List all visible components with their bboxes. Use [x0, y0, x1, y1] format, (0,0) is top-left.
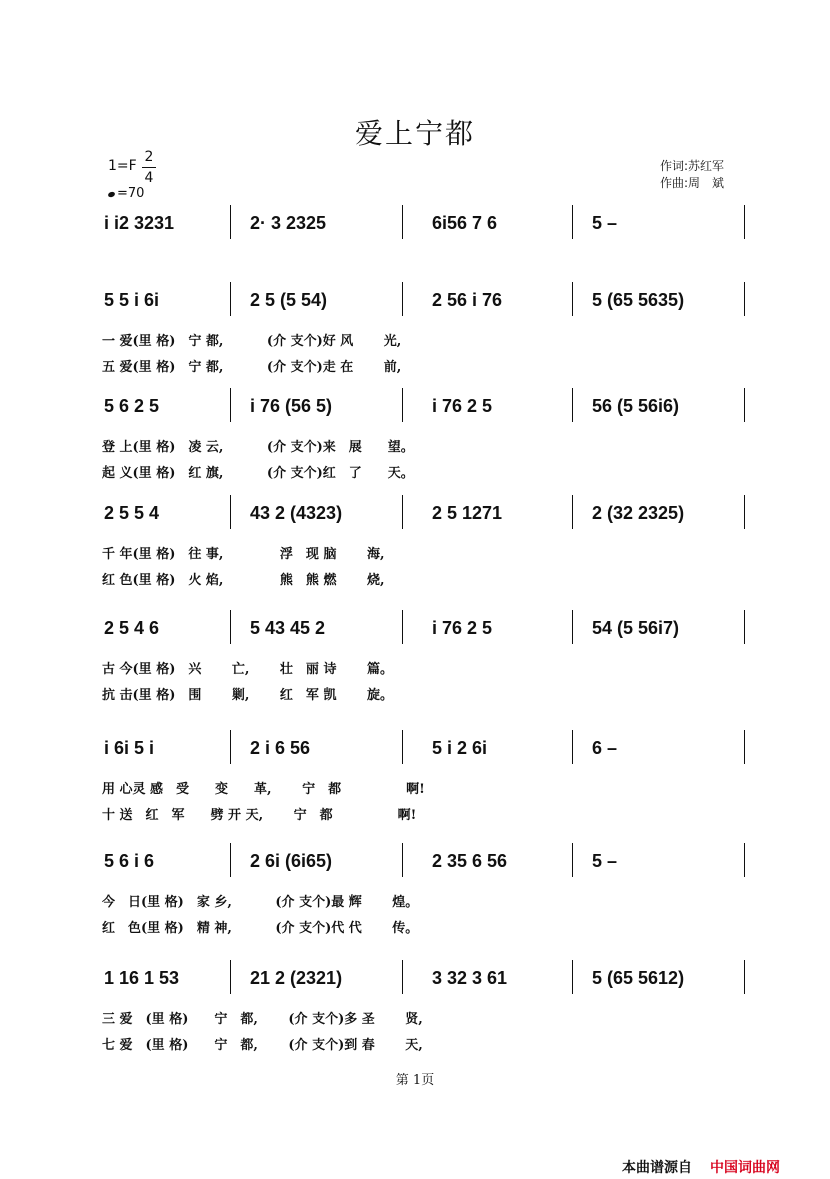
barline	[744, 282, 745, 316]
measure: 21 2 (2321)	[250, 968, 343, 988]
barline	[572, 610, 573, 644]
lyric-line: 古 今(里 格) 兴 亡, 壮 丽 诗 篇。	[102, 662, 393, 677]
time-signature	[142, 148, 156, 187]
measure: 6 –	[592, 738, 618, 758]
lyric-line: 红 色(里 格) 火 焰, 熊 熊 燃 烧,	[102, 573, 385, 588]
time-sig-top: 2	[144, 149, 154, 165]
score-system	[0, 610, 830, 703]
score-system	[0, 960, 830, 1053]
lyric-line: 十 送 红 军 劈 开 天, 宁 都 啊!	[102, 808, 417, 823]
measure: 54 (5 56i7)	[592, 618, 680, 638]
measure: 56 (5 56i6)	[592, 396, 680, 416]
barline	[572, 960, 573, 994]
lyric-line: 登 上(里 格) 凌 云, (介 支个)来 展 望。	[102, 440, 414, 455]
source-label: 本曲谱源自	[622, 1160, 692, 1176]
barline	[230, 730, 231, 764]
barline	[402, 495, 403, 529]
key-signature: 1=F	[108, 158, 137, 174]
measure: i 6i 5 i	[104, 738, 155, 758]
score-system	[0, 730, 830, 823]
barline	[230, 960, 231, 994]
measure: 2 56 i 76	[432, 290, 503, 310]
barline	[230, 388, 231, 422]
measure: 2 5 (5 54)	[250, 290, 328, 310]
measure: 5 i 2 6i	[432, 738, 488, 758]
measure: i i2 3231	[104, 213, 175, 233]
barline	[230, 610, 231, 644]
lyricist-credit: 作词:苏红军	[660, 159, 725, 173]
lyric-line: 今 日(里 格) 家 乡, (介 支个)最 辉 煌。	[102, 895, 419, 910]
lyric-line: 用 心灵 感 受 变 革, 宁 都 啊!	[102, 782, 425, 797]
lyric-line: 红 色(里 格) 精 神, (介 支个)代 代 传。	[102, 921, 419, 936]
barline	[572, 282, 573, 316]
barline	[744, 730, 745, 764]
measure: 5 43 45 2	[250, 618, 326, 638]
page-number: 第 1页	[395, 1073, 435, 1088]
measure: 5 (65 5612)	[592, 968, 685, 988]
lyric-line: 起 义(里 格) 红 旗, (介 支个)红 了 天。	[102, 466, 414, 481]
barline	[230, 843, 231, 877]
barline	[744, 843, 745, 877]
page-title: 爱上宁都	[354, 117, 475, 150]
barline	[744, 205, 745, 239]
measure: 5 6 2 5	[104, 396, 160, 416]
barline	[402, 610, 403, 644]
barline	[572, 495, 573, 529]
measure: 1 16 1 53	[104, 968, 180, 988]
barline	[572, 388, 573, 422]
lyric-line: 五 爱(里 格) 宁 都, (介 支个)走 在 前,	[102, 360, 402, 375]
measure: 43 2 (4323)	[250, 503, 343, 523]
lyric-line: 三 爱 (里 格) 宁 都, (介 支个)多 圣 贤,	[102, 1012, 423, 1027]
tempo-value: =70	[117, 186, 145, 201]
barline	[402, 388, 403, 422]
barline	[402, 843, 403, 877]
measure: 6i56 7 6	[432, 213, 498, 233]
measure: 5 6 i 6	[104, 851, 155, 871]
measure: 5 –	[592, 213, 618, 233]
score-system	[0, 282, 830, 375]
source-credit	[622, 1157, 780, 1177]
lyric-line: 抗 击(里 格) 围 剿, 红 军 凯 旋。	[102, 688, 393, 703]
quarter-note-icon	[107, 191, 115, 198]
barline	[230, 282, 231, 316]
score-system	[0, 843, 830, 936]
measure: 2 5 4 6	[104, 618, 160, 638]
measure: 5 (65 5635)	[592, 290, 685, 310]
score-system	[0, 495, 830, 588]
measure: 2 35 6 56	[432, 851, 508, 871]
measure: 2 5 5 4	[104, 503, 160, 523]
barline	[402, 282, 403, 316]
lyric-line: 一 爱(里 格) 宁 都, (介 支个)好 风 光,	[102, 334, 402, 349]
barline	[402, 960, 403, 994]
barline	[572, 205, 573, 239]
lyric-line: 七 爱 (里 格) 宁 都, (介 支个)到 春 天,	[102, 1038, 423, 1053]
source-brand: 中国词曲网	[710, 1160, 780, 1176]
measure: i 76 2 5	[432, 396, 493, 416]
barline	[230, 495, 231, 529]
barline	[572, 843, 573, 877]
measure: 5 5 i 6i	[104, 290, 160, 310]
measure: i 76 (56 5)	[250, 396, 333, 416]
measure: 2 i 6 56	[250, 738, 311, 758]
measure: 2 5 1271	[432, 503, 503, 523]
composer-credit: 作曲:周 斌	[660, 176, 725, 190]
score-system	[0, 388, 830, 481]
score-system	[0, 205, 830, 249]
barline	[402, 730, 403, 764]
barline	[744, 388, 745, 422]
tempo-mark	[108, 186, 144, 201]
measure: 5 –	[592, 851, 618, 871]
barline	[402, 205, 403, 239]
barline	[744, 495, 745, 529]
barline	[744, 960, 745, 994]
barline	[744, 610, 745, 644]
measure: 2 6i (6i65)	[250, 851, 333, 871]
barline	[230, 205, 231, 239]
measure: 2 (32 2325)	[592, 503, 685, 523]
barline	[572, 730, 573, 764]
time-sig-bottom: 4	[144, 170, 154, 186]
measure: 2· 3 2325	[250, 213, 327, 233]
measure: 3 32 3 61	[432, 968, 508, 988]
lyric-line: 千 年(里 格) 往 事, 浮 现 脑 海,	[102, 547, 385, 562]
measure: i 76 2 5	[432, 618, 493, 638]
